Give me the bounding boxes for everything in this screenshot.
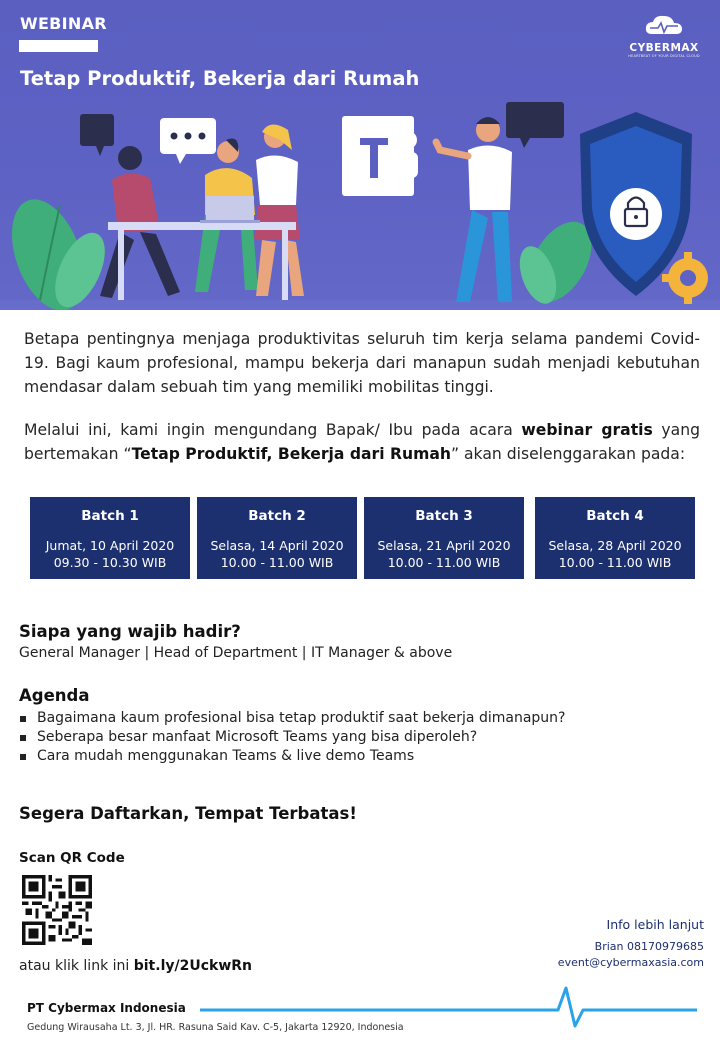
qr-code-icon[interactable]: [22, 875, 92, 945]
chat-bubble-icon: [80, 114, 216, 164]
intro-paragraph: Betapa pentingnya menjaga produktivitas seluruh tim kerja selama pandemi Covid-19. Bagi kaum profesional, mampu bekerja dari manapun sudah menjadi kebutuhan mendasar dalam sebuah tim yang memiliki mobilitas tinggi.: [24, 330, 700, 396]
agenda-list: [19, 709, 565, 766]
scan-qr-label: Scan QR Code: [19, 850, 125, 866]
batch-time: 10.00 - 11.00 WIB: [220, 555, 334, 570]
hero-illustration: [0, 0, 720, 310]
batch-date: Selasa, 21 April 2020: [377, 538, 511, 553]
cta-heading: Segera Daftarkan, Tempat Terbatas!: [19, 804, 357, 823]
batch-title: Batch 2: [248, 508, 306, 524]
brand-tagline: HEARTBEAT OF YOUR DIGITAL CLOUD: [628, 54, 700, 58]
batch-card-1: [30, 497, 190, 579]
batch-time: 10.00 - 11.00 WIB: [558, 555, 672, 570]
agenda-item: Bagaimana kaum profesional bisa tetap produktif saat bekerja dimanapun?: [19, 709, 565, 728]
company-name: PT Cybermax Indonesia: [27, 1001, 186, 1015]
agenda-item: Seberapa besar manfaat Microsoft Teams yang bisa diperoleh?: [19, 728, 565, 747]
agenda-heading: Agenda: [19, 686, 90, 705]
invite-text-c: yang bertemakan “: [24, 421, 700, 463]
cloud-logo-icon: [644, 14, 684, 36]
register-link-line: atau klik link ini bit.ly/2UckwRn: [19, 958, 253, 974]
webinar-underline: [19, 40, 98, 52]
batch-title: Batch 4: [586, 508, 644, 524]
square-bullet-icon: [20, 716, 26, 722]
teams-logo-icon: [342, 116, 418, 196]
batch-date: Jumat, 10 April 2020: [45, 538, 175, 553]
batch-title: Batch 3: [415, 508, 473, 524]
register-link[interactable]: bit.ly/2UckwRn: [133, 958, 253, 974]
invite-theme: Tetap Produktif, Bekerja dari Rumah: [131, 445, 451, 463]
hero-title: Tetap Produktif, Bekerja dari Rumah: [20, 67, 420, 90]
webinar-tag: WEBINAR: [20, 14, 107, 33]
square-bullet-icon: [20, 754, 26, 760]
batch-card-4: [535, 497, 695, 579]
invite-text-e: ” akan diselenggarakan pada:: [450, 445, 686, 463]
invite-paragraph: [24, 418, 700, 466]
invite-text-a: Melalui ini, kami ingin mengundang Bapak/ Ibu pada acara: [24, 421, 522, 439]
contact-heading: Info lebih lanjut: [606, 917, 704, 932]
brand-name: CYBERMAX: [629, 42, 699, 54]
contact-name-phone: Brian 08170979685: [594, 940, 704, 953]
who-attendees: General Manager | Head of Department | IT Manager & above: [19, 645, 453, 661]
brand-logo: [624, 14, 704, 58]
agenda-item: Cara mudah menggunakan Teams & live demo Teams: [19, 747, 565, 766]
company-address: Gedung Wirausaha Lt. 3, Jl. HR. Rasuna Said Kav. C-5, Jakarta 12920, Indonesia: [27, 1022, 404, 1033]
batch-title: Batch 1: [81, 508, 139, 524]
hero-banner: [0, 0, 720, 310]
batch-time: 09.30 - 10.30 WIB: [53, 555, 167, 570]
batch-card-3: [364, 497, 524, 579]
batch-time: 10.00 - 11.00 WIB: [387, 555, 501, 570]
plant-left: [0, 190, 115, 310]
batch-date: Selasa, 14 April 2020: [210, 538, 344, 553]
contact-email[interactable]: event@cybermaxasia.com: [557, 956, 704, 969]
batch-date: Selasa, 28 April 2020: [548, 538, 682, 553]
square-bullet-icon: [20, 735, 26, 741]
batch-card-2: [197, 497, 357, 579]
invite-free-webinar: webinar gratis: [521, 421, 653, 439]
who-heading: Siapa yang wajib hadir?: [19, 622, 241, 641]
